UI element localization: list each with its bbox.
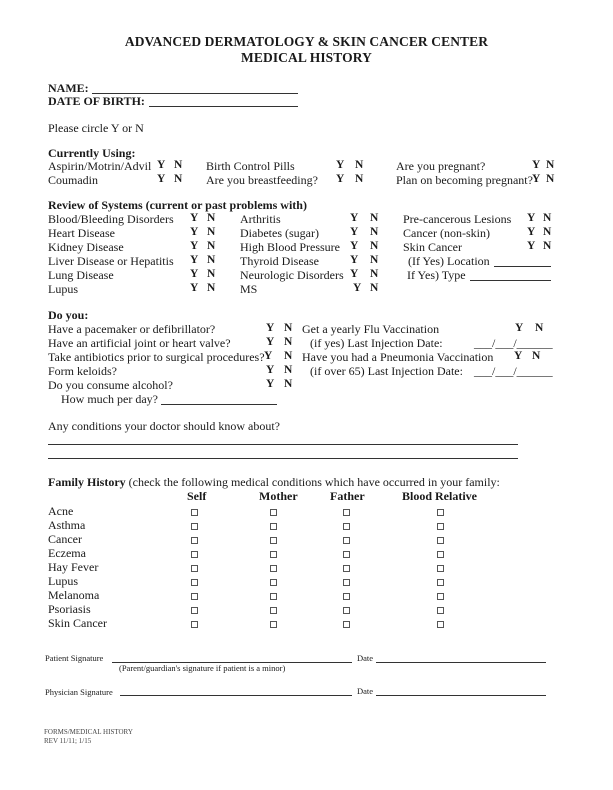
family-condition-label: Eczema: [48, 546, 86, 560]
checkbox-self[interactable]: [191, 621, 198, 628]
checkbox-mother[interactable]: [270, 551, 277, 558]
keloids-n[interactable]: N: [284, 364, 293, 376]
ros-liver-n[interactable]: N: [207, 254, 216, 266]
item-coumadin: Coumadin: [48, 173, 98, 187]
checkbox-mother[interactable]: [270, 579, 277, 586]
checkbox-father[interactable]: [343, 523, 350, 530]
physician-date-label: Date: [357, 686, 374, 696]
family-condition-label: Psoriasis: [48, 602, 91, 616]
alcohol-amount-label: How much per day?: [61, 392, 158, 406]
col-blood-relative: Blood Relative: [402, 489, 477, 503]
patient-signature-label: Patient Signature: [45, 653, 104, 663]
pacemaker-n[interactable]: N: [284, 322, 293, 334]
ros-thyroid-y[interactable]: Y: [350, 254, 359, 266]
pregnant-n[interactable]: N: [546, 159, 555, 171]
conditions-question: Any conditions your doctor should know about?: [48, 419, 280, 433]
ros-liver: Liver Disease or Hepatitis: [48, 254, 174, 268]
family-condition-label: Acne: [48, 504, 74, 518]
pregnant-y[interactable]: Y: [532, 159, 541, 171]
checkbox-blood-relative[interactable]: [437, 523, 444, 530]
q-antibiotics: Take antibiotics prior to surgical procedures?: [48, 350, 265, 364]
alcohol-n[interactable]: N: [284, 378, 293, 390]
ros-neuro-y[interactable]: Y: [350, 268, 359, 280]
checkbox-self[interactable]: [191, 565, 198, 572]
checkbox-blood-relative[interactable]: [437, 565, 444, 572]
family-condition-label: Skin Cancer: [48, 616, 107, 630]
col-mother: Mother: [259, 489, 298, 503]
aspirin-y[interactable]: Y: [157, 159, 166, 171]
pneumonia-date-label: (if over 65) Last Injection Date:: [310, 364, 463, 378]
pacemaker-y[interactable]: Y: [266, 322, 275, 334]
checkbox-father[interactable]: [343, 579, 350, 586]
form-subtitle: MEDICAL HISTORY: [241, 50, 372, 65]
ros-ms: MS: [240, 282, 258, 296]
ros-heart-y[interactable]: Y: [190, 226, 199, 238]
checkbox-father[interactable]: [343, 621, 350, 628]
item-plan-pregnant: Plan on becoming pregnant?: [396, 173, 533, 187]
ros-precancerous-n[interactable]: N: [543, 212, 552, 224]
skin-cancer-type-field[interactable]: [470, 280, 551, 281]
checkbox-self[interactable]: [191, 523, 198, 530]
ros-lupus: Lupus: [48, 282, 78, 296]
checkbox-mother[interactable]: [270, 621, 277, 628]
checkbox-blood-relative[interactable]: [437, 509, 444, 516]
checkbox-self[interactable]: [191, 593, 198, 600]
skin-cancer-location-label: (If Yes) Location: [408, 254, 490, 268]
ros-blood-y[interactable]: Y: [190, 212, 199, 224]
currently-using-heading: Currently Using:: [48, 146, 136, 160]
plan-pregnant-n[interactable]: N: [546, 173, 555, 185]
ros-kidney-n[interactable]: N: [207, 240, 216, 252]
ros-diabetes-y[interactable]: Y: [350, 226, 359, 238]
breastfeeding-y[interactable]: Y: [336, 173, 345, 185]
checkbox-self[interactable]: [191, 607, 198, 614]
checkbox-mother[interactable]: [270, 523, 277, 530]
flu-vaccine-n[interactable]: N: [535, 322, 544, 334]
family-history-heading: [48, 475, 500, 490]
q-alcohol: Do you consume alcohol?: [48, 378, 173, 392]
item-pregnant: Are you pregnant?: [396, 159, 486, 173]
flu-date-field[interactable]: ___/___/______: [474, 336, 553, 350]
ros-ms-n[interactable]: N: [370, 282, 379, 294]
conditions-line-1[interactable]: [48, 444, 518, 445]
checkbox-blood-relative[interactable]: [437, 593, 444, 600]
guardian-note: (Parent/guardian's signature if patient is a minor): [119, 663, 286, 673]
ros-kidney-y[interactable]: Y: [190, 240, 199, 252]
checkbox-mother[interactable]: [270, 537, 277, 544]
q-artificial-joint: Have an artificial joint or heart valve?: [48, 336, 231, 350]
ros-heart: Heart Disease: [48, 226, 115, 240]
ros-blood-n[interactable]: N: [207, 212, 216, 224]
ros-cancer-nonskin: Cancer (non-skin): [403, 226, 490, 240]
physician-signature-label: Physician Signature: [45, 687, 113, 697]
item-birth-control: Birth Control Pills: [206, 159, 295, 173]
family-history-title: Family History: [48, 475, 126, 489]
skin-cancer-type-label: If Yes) Type: [407, 268, 466, 282]
q-keloids: Form keloids?: [48, 364, 117, 378]
ros-high-bp-n[interactable]: N: [370, 240, 379, 252]
ros-neuro: Neurologic Disorders: [240, 268, 344, 282]
pneumonia-vaccine-n[interactable]: N: [532, 350, 541, 362]
checkbox-self[interactable]: [191, 509, 198, 516]
checkbox-blood-relative[interactable]: [437, 551, 444, 558]
family-history-instructions: (check the following medical conditions which have occurred in your family:: [128, 475, 500, 489]
q-pacemaker: Have a pacemaker or defibrillator?: [48, 322, 216, 336]
ros-ms-y[interactable]: Y: [353, 282, 362, 294]
checkbox-father[interactable]: [343, 593, 350, 600]
ros-skin-cancer-n[interactable]: N: [543, 240, 552, 252]
ros-thyroid-n[interactable]: N: [370, 254, 379, 266]
name-label: NAME:: [48, 81, 89, 95]
review-systems-heading: Review of Systems (current or past problems with): [48, 198, 307, 212]
item-breastfeeding: Are you breastfeeding?: [206, 173, 318, 187]
patient-date-label: Date: [357, 653, 374, 663]
family-condition-label: Asthma: [48, 518, 86, 532]
coumadin-n[interactable]: N: [174, 173, 183, 185]
ros-arthritis-n[interactable]: N: [370, 212, 379, 224]
ros-arthritis-y[interactable]: Y: [350, 212, 359, 224]
pneumonia-vaccine-y[interactable]: Y: [514, 350, 523, 362]
col-self: Self: [187, 489, 207, 503]
checkbox-father[interactable]: [343, 509, 350, 516]
antibiotics-y[interactable]: Y: [264, 350, 273, 362]
ros-cancer-nonskin-y[interactable]: Y: [527, 226, 536, 238]
ros-blood: Blood/Bleeding Disorders: [48, 212, 174, 226]
family-condition-label: Cancer: [48, 532, 82, 546]
conditions-line-2[interactable]: [48, 458, 518, 459]
ros-lung-n[interactable]: N: [207, 268, 216, 280]
form-id: FORMS/MEDICAL HISTORY: [44, 728, 133, 736]
checkbox-blood-relative[interactable]: [437, 579, 444, 586]
ros-precancerous: Pre-cancerous Lesions: [403, 212, 512, 226]
instructions: Please circle Y or N: [48, 121, 144, 135]
ros-liver-y[interactable]: Y: [190, 254, 199, 266]
antibiotics-n[interactable]: N: [284, 350, 293, 362]
ros-neuro-n[interactable]: N: [370, 268, 379, 280]
birth-control-y[interactable]: Y: [336, 159, 345, 171]
checkbox-self[interactable]: [191, 551, 198, 558]
q-pneumonia-vaccine: Have you had a Pneumonia Vaccination: [302, 350, 494, 364]
ros-cancer-nonskin-n[interactable]: N: [543, 226, 552, 238]
ros-heart-n[interactable]: N: [207, 226, 216, 238]
ros-lung-y[interactable]: Y: [190, 268, 199, 280]
ros-precancerous-y[interactable]: Y: [527, 212, 536, 224]
family-condition-label: Hay Fever: [48, 560, 99, 574]
keloids-y[interactable]: Y: [266, 364, 275, 376]
pneumonia-date-field[interactable]: ___/___/______: [474, 364, 553, 378]
ros-high-bp: High Blood Pressure: [240, 240, 340, 254]
breastfeeding-n[interactable]: N: [355, 173, 364, 185]
do-you-heading: Do you:: [48, 308, 89, 322]
ros-arthritis: Arthritis: [240, 212, 281, 226]
checkbox-father[interactable]: [343, 551, 350, 558]
artificial-joint-n[interactable]: N: [284, 336, 293, 348]
col-father: Father: [330, 489, 365, 503]
q-flu-vaccine: Get a yearly Flu Vaccination: [302, 322, 440, 336]
checkbox-mother[interactable]: [270, 607, 277, 614]
family-condition-label: Lupus: [48, 574, 78, 588]
ros-lupus-y[interactable]: Y: [190, 282, 199, 294]
ros-kidney: Kidney Disease: [48, 240, 124, 254]
flu-vaccine-y[interactable]: Y: [515, 322, 524, 334]
aspirin-n[interactable]: N: [174, 159, 183, 171]
form-title: ADVANCED DERMATOLOGY & SKIN CANCER CENTER: [124, 34, 489, 49]
coumadin-y[interactable]: Y: [157, 173, 166, 185]
physician-signature-field[interactable]: [120, 695, 352, 696]
alcohol-amount-field[interactable]: [161, 404, 277, 405]
ros-diabetes: Diabetes (sugar): [240, 226, 319, 240]
dob-label: DATE OF BIRTH:: [48, 94, 145, 108]
checkbox-father[interactable]: [343, 607, 350, 614]
ros-thyroid: Thyroid Disease: [240, 254, 319, 268]
checkbox-blood-relative[interactable]: [437, 607, 444, 614]
checkbox-blood-relative[interactable]: [437, 537, 444, 544]
checkbox-mother[interactable]: [270, 565, 277, 572]
artificial-joint-y[interactable]: Y: [266, 336, 275, 348]
family-condition-label: Melanoma: [48, 588, 100, 602]
ros-high-bp-y[interactable]: Y: [350, 240, 359, 252]
ros-skin-cancer: Skin Cancer: [403, 240, 462, 254]
birth-control-n[interactable]: N: [355, 159, 364, 171]
ros-diabetes-n[interactable]: N: [370, 226, 379, 238]
checkbox-father[interactable]: [343, 565, 350, 572]
patient-date-field[interactable]: [376, 662, 546, 663]
dob-field[interactable]: [149, 106, 298, 107]
checkbox-self[interactable]: [191, 537, 198, 544]
physician-date-field[interactable]: [376, 695, 546, 696]
item-aspirin: Aspirin/Motrin/Advil: [48, 159, 152, 173]
ros-lupus-n[interactable]: N: [207, 282, 216, 294]
skin-cancer-location-field[interactable]: [494, 266, 551, 267]
plan-pregnant-y[interactable]: Y: [532, 173, 541, 185]
checkbox-mother[interactable]: [270, 509, 277, 516]
flu-date-label: (if yes) Last Injection Date:: [310, 336, 443, 350]
checkbox-mother[interactable]: [270, 593, 277, 600]
checkbox-blood-relative[interactable]: [437, 621, 444, 628]
alcohol-y[interactable]: Y: [266, 378, 275, 390]
checkbox-father[interactable]: [343, 537, 350, 544]
ros-lung: Lung Disease: [48, 268, 114, 282]
checkbox-self[interactable]: [191, 579, 198, 586]
ros-skin-cancer-y[interactable]: Y: [527, 240, 536, 252]
form-revision: REV 11/11; 1/15: [44, 737, 92, 745]
